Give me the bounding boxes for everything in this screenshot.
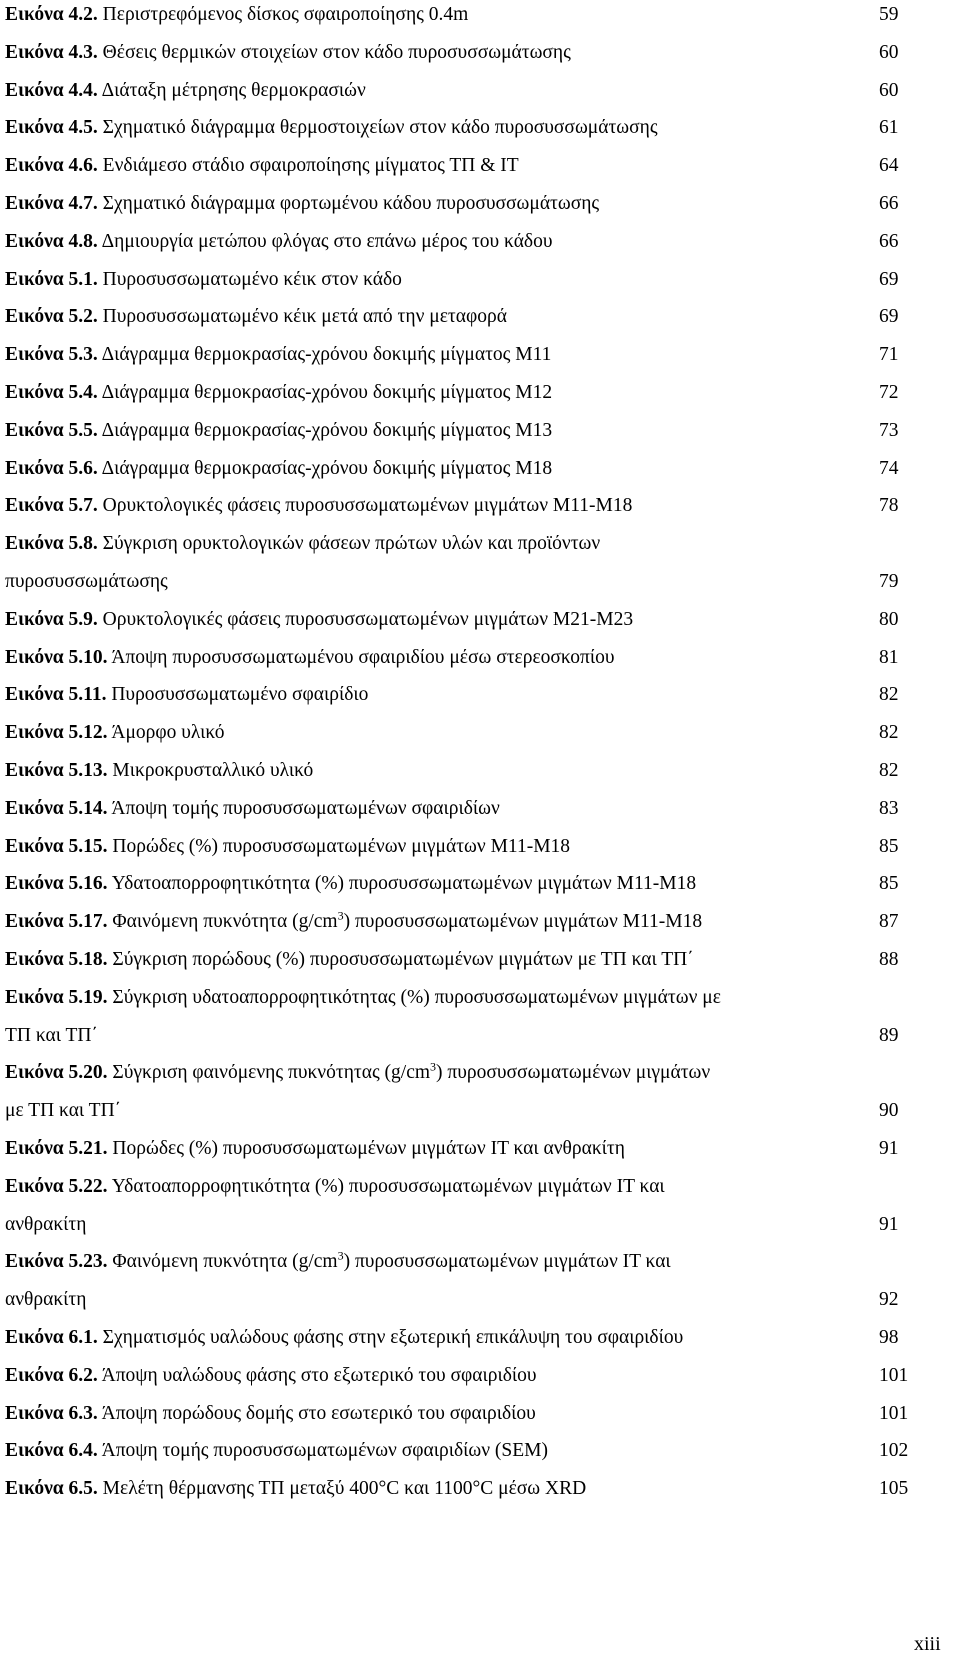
figure-caption: Θέσεις θερμικών στοιχείων στον κάδο πυροσυσσωμάτωσης [102,41,571,63]
figure-entry [5,268,905,292]
figure-caption: Διάγραμμα θερμοκρασίας-χρόνου δοκιμής μίγματος Μ11 [101,344,552,366]
figure-label: Εικόνα 4.7. [5,193,98,214]
figure-page-number: 69 [879,306,899,328]
figure-caption: Διάγραμμα θερμοκρασίας-χρόνου δοκιμής μίγματος Μ13 [101,419,553,441]
figure-caption: Ορυκτολογικές φάσεις πυροσυσσωματωμένων μιγμάτων Μ11-Μ18 [102,495,633,517]
figure-entry-line [5,192,905,216]
figure-page-number: 79 [879,570,899,592]
figure-page-number: 60 [879,41,899,63]
figure-entry-line [5,3,905,27]
figure-page-number: 66 [879,230,899,252]
figure-label: Εικόνα 5.6. [5,457,98,479]
figure-page-number: 66 [879,193,899,214]
figure-entry-line [5,1439,909,1463]
figure-entry-line [5,1402,909,1426]
figure-label: Εικόνα 5.17. [5,911,108,933]
figure-entry-line [5,646,905,670]
figure-page-number: 64 [879,155,899,177]
figure-caption: Σχηματικό διάγραμμα θερμοστοιχείων στον κάδο πυροσυσσωμάτωσης [102,117,658,139]
figure-entry-line [5,457,905,481]
figure-page-number: 91 [879,1138,899,1159]
figure-entry [5,835,905,859]
figure-entry-line [5,154,905,178]
figure-caption: Περιστρεφόμενος δίσκος σφαιροποίησης 0.4m [102,4,469,25]
figure-entry-line [5,683,905,707]
figure-entry-line [5,1477,909,1501]
figure-entry [5,116,905,140]
figure-entry [5,3,905,27]
figure-entry-line [5,1213,905,1237]
figure-entry-line [5,1326,905,1350]
figure-entry [5,154,905,178]
figure-caption: Πορώδες (%) πυροσυσσωματωμένων μιγμάτων Μ11-Μ18 [112,835,571,857]
figure-caption: Φαινόμενη πυκνότητα $(g/cm^3)$ πυροσυσσωματωμένων μιγμάτων ΙΤ και [112,1248,671,1273]
figure-entry [5,532,905,594]
figure-label: Εικόνα 4.4. [5,79,98,101]
figure-caption: Μικροκρυσταλλικό υλικό [112,760,314,781]
figure-label: Εικόνα 6.3. [5,1402,98,1424]
figure-caption: Διάγραμμα θερμοκρασίας-χρόνου δοκιμής μίγματος Μ18 [101,457,553,479]
figure-page-number: 83 [879,797,899,819]
figure-caption: Ορυκτολογικές φάσεις πυροσυσσωματωμένων μιγμάτων Μ21-Μ23 [102,608,634,630]
figure-entry [5,759,905,783]
figure-entry [5,1250,905,1312]
page-number: xiii [914,1633,941,1655]
figure-entry [5,343,905,367]
figure-page-number: 101 [879,1364,909,1386]
figure-caption: Σύγκριση πορώδους (%) πυροσυσσωματωμένων μιγμάτων με ΤΠ και ΤΠ΄ [112,949,694,970]
figure-caption: Πορώδες (%) πυροσυσσωματωμένων μιγμάτων ΙΤ και ανθρακίτη [112,1138,625,1159]
figure-caption: Άποψη πορώδους δομής στο εσωτερικό του σφαιριδίου [101,1402,536,1424]
figure-entry [5,457,905,481]
figure-entry [5,646,905,670]
figure-caption: Φαινόμενη πυκνότητα $(g/cm^3)$ πυροσυσσωματωμένων μιγμάτων Μ11-Μ18 [112,908,703,933]
figure-page-number: 90 [879,1100,899,1122]
figure-entry [5,419,905,443]
figure-caption: Μελέτη θέρμανσης ΤΠ μεταξύ 400°C και 1100°C μέσω XRD [102,1478,587,1500]
figure-entry [5,1175,905,1237]
figure-entry [5,305,905,329]
figure-page-number: 78 [879,495,899,517]
figure-entry [5,797,905,821]
figure-entry-line [5,532,905,556]
figure-entry [5,1477,909,1501]
figure-caption: ανθρακίτη [5,1289,87,1311]
figure-entry-line [5,116,905,140]
figure-label: Εικόνα 4.8. [5,230,98,252]
figure-caption: Άποψη τομής πυροσυσσωματωμένων σφαιριδίων [111,797,500,819]
figure-label: Εικόνα 6.5. [5,1478,98,1500]
figure-entry [5,381,905,405]
figure-label: Εικόνα 5.12. [5,722,108,744]
figure-page-number: 105 [879,1478,909,1500]
figure-caption: με ΤΠ και ΤΠ΄ [5,1100,122,1122]
figure-page-number: 85 [879,835,899,857]
figure-page-number: 81 [879,646,899,668]
figure-label: Εικόνα 5.13. [5,760,108,781]
figure-label: Εικόνα 5.20. [5,1062,108,1084]
figure-entry [5,948,905,972]
figure-caption: ανθρακίτη [5,1213,87,1235]
figure-label: Εικόνα 6.1. [5,1327,98,1348]
figure-entry-line [5,1024,905,1048]
figure-entry-line [5,759,905,783]
figure-entry-line [5,381,905,405]
figure-label: Εικόνα 4.6. [5,155,98,177]
figure-entry-line [5,1061,905,1085]
figure-label: Εικόνα 5.19. [5,986,108,1008]
figure-label: Εικόνα 4.5. [5,117,98,139]
figure-page-number: 60 [879,79,899,101]
figure-entry-line [5,1250,905,1274]
figure-caption: Σύγκριση φαινόμενης πυκνότητας $(g/cm^3)$ πυροσυσσωματωμένων μιγμάτων [112,1059,711,1084]
figure-caption: Δημιουργία μετώπου φλόγας στο επάνω μέρος του κάδου [101,230,553,252]
figure-caption: Άποψη υαλώδους φάσης στο εξωτερικό του σφαιριδίου [101,1364,537,1386]
figure-page-number: 71 [879,344,899,366]
figure-label: Εικόνα 5.9. [5,608,98,630]
figure-label: Εικόνα 5.1. [5,268,98,290]
figure-page-number: 82 [879,684,899,706]
figure-entry-line [5,419,905,443]
figure-caption: Άποψη τομής πυροσυσσωματωμένων σφαιριδίων (SEM) [101,1440,548,1462]
figure-label: Εικόνα 5.21. [5,1138,108,1159]
figure-label: Εικόνα 5.7. [5,495,98,517]
figure-caption: Σχηματισμός υαλώδους φάσης στην εξωτερική επικάλυψη του σφαιριδίου [102,1327,684,1348]
figure-label: Εικόνα 5.22. [5,1175,108,1197]
figure-caption: Σύγκριση ορυκτολογικών φάσεων πρώτων υλών και προϊόντων [102,533,601,555]
figure-entry [5,1061,905,1123]
figure-entry-line [5,79,905,103]
figure-entry-line [5,494,905,518]
figure-page-number: 74 [879,457,899,479]
figure-entry-line [5,797,905,821]
figure-caption: Πυροσυσσωματωμένο κέικ μετά από την μεταφορά [102,306,507,328]
figure-page-number: 72 [879,382,899,403]
figure-page-number: 102 [879,1440,909,1462]
figure-entry [5,1364,909,1388]
figure-label: Εικόνα 5.11. [5,684,107,706]
figure-entry-line [5,1288,905,1312]
figure-entry-line [5,570,905,594]
figure-caption: πυροσυσσωμάτωσης [5,570,168,592]
figure-label: Εικόνα 6.4. [5,1440,98,1462]
figure-caption: Υδατοαπορροφητικότητα (%) πυροσυσσωματωμένων μιγμάτων ΙΤ και [111,1175,665,1197]
figure-page-number: 61 [879,117,899,139]
figure-caption: Διάγραμμα θερμοκρασίας-χρόνου δοκιμής μίγματος Μ12 [101,382,553,403]
figure-entry-line [5,1175,905,1199]
figure-entry-line [5,41,905,65]
figure-page-number: 92 [879,1289,899,1311]
figure-label: Εικόνα 4.3. [5,41,98,63]
figure-entry [5,1402,909,1426]
figure-page-number: 98 [879,1327,899,1348]
figure-caption: Σχηματικό διάγραμμα φορτωμένου κάδου πυροσυσσωμάτωσης [102,193,600,214]
figure-label: Εικόνα 5.15. [5,835,108,857]
figure-caption: Πυροσυσσωματωμένο κέικ στον κάδο [102,268,402,290]
figure-entry-line [5,1099,905,1123]
figure-page-number: 73 [879,419,899,441]
figure-page-number: 89 [879,1024,899,1046]
figure-label: Εικόνα 5.5. [5,419,98,441]
figure-entry [5,1326,905,1350]
figure-caption: Υδατοαπορροφητικότητα (%) πυροσυσσωματωμένων μιγμάτων Μ11-Μ18 [111,873,697,895]
figure-label: Εικόνα 5.10. [5,646,108,668]
figure-entry-line [5,986,905,1010]
figure-caption: Άμορφο υλικό [111,722,225,744]
figure-entry [5,683,905,707]
figure-entry [5,721,905,745]
figure-label: Εικόνα 6.2. [5,1364,98,1386]
figure-page-number: 88 [879,949,899,970]
figure-caption: Πυροσυσσωματωμένο σφαιρίδιο [111,684,369,706]
figure-entry [5,230,905,254]
figure-page-number: 91 [879,1213,899,1235]
figure-entry [5,192,905,216]
figure-entry-line [5,872,905,896]
figure-page-number: 69 [879,268,899,290]
figure-page-number: 87 [879,911,899,933]
figure-entry-line [5,1137,905,1161]
figure-entry [5,494,905,518]
figure-entry [5,608,905,632]
figure-entry-line [5,721,905,745]
figure-label: Εικόνα 5.16. [5,873,108,895]
figure-label: Εικόνα 5.2. [5,306,98,328]
figure-caption: Διάταξη μέτρησης θερμοκρασιών [101,79,366,101]
figure-entry-line [5,608,905,632]
figure-entry-line [5,343,905,367]
figure-caption: Σύγκριση υδατοαπορροφητικότητας (%) πυροσυσσωματωμένων μιγμάτων με [112,986,721,1008]
figure-label: Εικόνα 5.18. [5,949,108,970]
figure-label: Εικόνα 5.23. [5,1251,108,1273]
figure-caption: ΤΠ και ΤΠ΄ [5,1024,98,1046]
figure-page-number: 82 [879,760,899,781]
figure-entry-line [5,835,905,859]
figure-entry-line [5,1364,909,1388]
figure-entry [5,79,905,103]
figure-entry-line [5,910,905,934]
figure-entry [5,1439,909,1463]
figure-entry [5,872,905,896]
figure-label: Εικόνα 5.3. [5,344,98,366]
figure-caption: Ενδιάμεσο στάδιο σφαιροποίησης μίγματος ΤΠ & ΙΤ [102,155,519,177]
figure-entry [5,986,905,1048]
figure-label: Εικόνα 5.4. [5,382,98,403]
figure-page-number: 59 [879,4,899,25]
figure-entry-line [5,305,905,329]
figure-page-number: 85 [879,873,899,895]
figure-entry [5,41,905,65]
figure-entry-line [5,948,905,972]
figure-label: Εικόνα 4.2. [5,4,98,25]
figure-caption: Άποψη πυροσυσσωματωμένου σφαιριδίου μέσω στερεοσκοπίου [111,646,615,668]
figure-label: Εικόνα 5.14. [5,797,108,819]
figure-entry-line [5,230,905,254]
figure-entry [5,1137,905,1161]
figure-entry-line [5,268,905,292]
figure-label: Εικόνα 5.8. [5,533,98,555]
figure-page-number: 80 [879,608,899,630]
figure-page-number: 101 [879,1402,909,1424]
figure-page-number: 82 [879,722,899,744]
figure-entry [5,910,905,934]
